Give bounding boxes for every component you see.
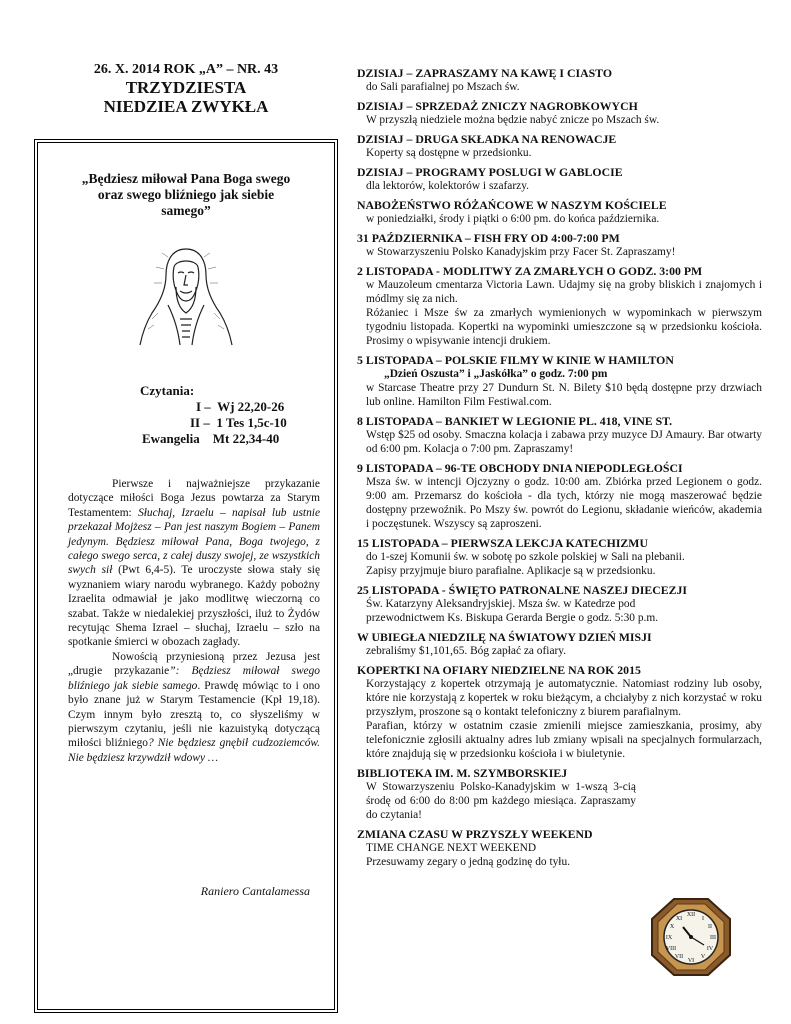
sunday-title-2: NIEDZIEA ZWYKŁA bbox=[103, 97, 269, 116]
announcement-item bbox=[357, 583, 762, 625]
announcement-body bbox=[357, 644, 762, 658]
announcement-item bbox=[357, 663, 762, 761]
announcement-item bbox=[357, 630, 762, 658]
announcement-item bbox=[357, 414, 762, 456]
svg-text:IV: IV bbox=[706, 946, 714, 952]
announcement-line: w Stowarzyszeniu Polsko Kanadyjskim przy Facer St. Zapraszamy! bbox=[366, 246, 676, 258]
announcement-title: 5 LISTOPADA – POLSKIE FILMY W KINIE W HAMILTON bbox=[357, 353, 674, 367]
reading-1: I – Wj 22,20-26 bbox=[196, 399, 285, 414]
announcement-line: w Mauzoleum cmentarza Victoria Lawn. Udajmy się na groby bliskich i znajomych i módlmy się za nich. bbox=[366, 279, 762, 305]
announcement-line: przewodnictwem Ks. Biskupa Gerarda Bergie o godz. 5:30 p.m. bbox=[366, 612, 659, 624]
quote-line: „Będziesz miłował Pana Boga swego bbox=[81, 171, 291, 186]
announcement-item bbox=[357, 231, 762, 259]
announcement-item bbox=[357, 66, 762, 94]
readings-block bbox=[38, 383, 334, 447]
announcement-body bbox=[357, 146, 762, 160]
readings-title: Czytania: bbox=[140, 383, 195, 398]
announcement-title: DZISIAJ – DRUGA SKŁADKA NA RENOWACJE bbox=[357, 132, 617, 146]
announcement-body bbox=[357, 278, 762, 348]
announcement-body bbox=[357, 428, 762, 456]
announcement-title: 31 PAŹDZIERNIKA – FISH FRY OD 4:00-7:00 PM bbox=[357, 231, 620, 245]
announcement-line: Wstęp $25 od osoby. Smaczna kolacja i zabawa przy muzyce DJ Amaury. Bar otwarty od 6:00 pm. Kolacja o 7:00 pm. Zapraszamy! bbox=[366, 429, 762, 455]
announcement-title: BIBLIOTEKA IM. M. SZYMBORSKIEJ bbox=[357, 766, 568, 780]
header-block bbox=[36, 62, 336, 116]
announcements-column bbox=[357, 66, 762, 874]
essay-text: (Pwt 6,4-5). Te uroczyste słowa stały się wyznaniem wiary narodu wybranego. Każdy pobożny Izraelita odmawiał je jako modlitwę wieczorną co szabat. Także w niedalekiej przyszłości, iluż to Żydów recytując Shema Izrael – słuchaj, Izraelu – szło na spotkanie śmierci w obozach zagłady. bbox=[68, 564, 321, 649]
announcement-title: 8 LISTOPADA – BANKIET W LEGIONIE PL. 418, VINE ST. bbox=[357, 414, 673, 428]
announcement-line: w Starcase Theatre przy 27 Dundurn St. N. Bilety $10 będą dostępne przy drzwiach lub online. Hamilton Film Festiwal.com. bbox=[366, 382, 762, 408]
announcement-title: DZISIAJ – ZAPRASZAMY NA KAWĘ I CIASTO bbox=[357, 66, 612, 80]
announcement-title: DZISIAJ – PROGRAMY POSLUGI W GABLOCIE bbox=[357, 165, 623, 179]
announcement-line: zebraliśmy $1,101,65. Bóg zapłać za ofiary. bbox=[366, 645, 567, 657]
announcement-line: dla lektorów, kolektorów i szafarzy. bbox=[366, 180, 529, 192]
essay-quote: ? Nie będziesz gnębił cudzoziemców. Nie będziesz krzywdził wdowy … bbox=[68, 737, 320, 764]
announcement-line: Przesuwamy zegary o jedną godzinę do tyłu. bbox=[366, 856, 571, 868]
announcement-body bbox=[357, 475, 762, 531]
announcement-item bbox=[357, 132, 762, 160]
announcement-item bbox=[357, 264, 762, 348]
svg-text:VI: VI bbox=[687, 958, 695, 964]
svg-text:VIII: VIII bbox=[665, 946, 677, 952]
announcement-line: „Dzień Oszusta” i „Jaskółka” o godz. 7:00 pm bbox=[384, 368, 608, 380]
clock-icon bbox=[650, 897, 732, 977]
announcement-item bbox=[357, 461, 762, 531]
announcement-line: Różaniec i Msze św za zmarłych wymienionych w wypominkach w pierwszym tygodniu listopada. Kopertki na wypominki umieszczone są w przedsionku kościoła. Prosimy o wpisywanie intencji drukiem. bbox=[366, 307, 762, 347]
essay-text: . Prawdę mówiąc to i ono było znane już w Starym Testamencie (Kpł 19,18). Czym innym było zresztą to, co słyszeliśmy w pierwszym czytaniu, jeśli nie kazuistyką dotyczącą miłości bliźniego bbox=[68, 679, 320, 750]
announcement-line: W przyszłą niedziele można będzie nabyć znicze po Mszach św. bbox=[366, 114, 660, 126]
essay-paragraph bbox=[68, 477, 320, 650]
essay-text: Pierwsze i najważniejsze przykazanie dotyczące miłości Boga Jezus powtarza za Starym Testamentem: bbox=[68, 478, 320, 519]
sunday-title-1: TRZYDZIESTA bbox=[125, 78, 247, 97]
announcement-title: KOPERTKI NA OFIARY NIEDZIELNE NA ROK 2015 bbox=[357, 663, 641, 677]
essay-quote: Słuchaj, Izraelu – napisał lub ustnie przekazał Mojżesz – Pan jest naszym Bogiem – Panem jedynym. Będziesz miłował Pana, Boga twojego, z całego swego serca, z całej duszy swojej, ze wszystkich swych sił bbox=[68, 506, 320, 577]
svg-text:V: V bbox=[700, 954, 706, 960]
svg-text:I: I bbox=[702, 916, 704, 922]
quote-line: samego” bbox=[161, 203, 211, 218]
announcement-line: Św. Katarzyny Aleksandryjskiej. Msza św. w Katedrze pod bbox=[366, 598, 636, 610]
announcement-item bbox=[357, 353, 762, 409]
svg-text:XII: XII bbox=[686, 912, 696, 918]
announcement-body bbox=[357, 179, 762, 193]
announcement-item bbox=[357, 165, 762, 193]
gospel-quote bbox=[60, 171, 312, 219]
svg-text:VII: VII bbox=[674, 954, 684, 960]
announcement-body bbox=[357, 677, 762, 761]
announcement-line: Koperty są dostępne w przedsionku. bbox=[366, 147, 532, 159]
announcement-line: Zapisy przyjmuje biuro parafialne. Aplikacje są w przedsionku. bbox=[366, 565, 656, 577]
quote-line: oraz swego bliźniego jak siebie bbox=[97, 187, 275, 202]
announcement-body bbox=[357, 550, 762, 578]
essay-paragraph bbox=[68, 650, 320, 765]
announcement-title: 9 LISTOPADA – 96-TE OBCHODY DNIA NIEPODLEGŁOŚCI bbox=[357, 461, 683, 475]
reading-2: II – 1 Tes 1,5c-10 bbox=[190, 415, 287, 430]
announcement-body bbox=[357, 212, 762, 226]
announcement-title: DZISIAJ – SPRZEDAŻ ZNICZY NAGROBKOWYCH bbox=[357, 99, 638, 113]
announcement-line: w poniedziałki, środy i piątki o 6:00 pm. do końca października. bbox=[366, 213, 660, 225]
author-signature: Raniero Cantalamessa bbox=[200, 884, 310, 898]
announcement-body bbox=[357, 841, 762, 869]
announcement-body bbox=[357, 367, 762, 409]
announcement-item bbox=[357, 198, 762, 226]
announcement-title: 2 LISTOPADA - MODLITWY ZA ZMARŁYCH O GODZ. 3:00 PM bbox=[357, 264, 703, 278]
svg-text:II: II bbox=[708, 924, 712, 930]
announcement-line: do 1-szej Komunii św. w sobotę po szkole polskiej w Sali na plebanii. bbox=[366, 551, 685, 563]
announcement-item bbox=[357, 827, 762, 869]
svg-text:IX: IX bbox=[665, 935, 673, 941]
announcement-title: ZMIANA CZASU W PRZYSZŁY WEEKEND bbox=[357, 827, 593, 841]
announcement-line: W Stowarzyszeniu Polsko-Kanadyjskim w 1-wszą 3-cią środę od 6:00 do 8:00 pm każdego miesiąca. Zapraszamy do czytania! bbox=[366, 781, 636, 821]
essay-quote: ”: Będziesz miłował swego bliźniego jak siebie samego bbox=[68, 665, 320, 692]
announcement-item bbox=[357, 536, 762, 578]
announcement-body bbox=[357, 80, 762, 94]
announcement-title: 25 LISTOPADA - ŚWIĘTO PATRONALNE NASZEJ DIECEZJI bbox=[357, 583, 687, 597]
announcement-line: TIME CHANGE NEXT WEEKEND bbox=[366, 842, 537, 854]
reflection-box bbox=[37, 142, 335, 1010]
announcement-item bbox=[357, 99, 762, 127]
announcement-body bbox=[357, 245, 762, 259]
svg-text:XI: XI bbox=[675, 916, 683, 922]
essay-text: Nowością przyniesioną przez Jezusa jest „drugie przykazanie bbox=[68, 650, 320, 678]
announcement-body bbox=[357, 113, 762, 127]
announcement-line: Msza św. w intencji Ojczyzny o godz. 10:00 am. Zbiórka przed Legionem o godz. 9:00 am. Przemarsz do kościoła - dla tych, którzy nie mogą maszerować będzie dostępny przewoźnik. Po Mszy św. powrót do Legionu, składanie wieńców, akademia i poczęstunek. Wszyscy są zaproszeni. bbox=[366, 476, 762, 530]
announcement-title: 15 LISTOPADA – PIERWSZA LEKCJA KATECHIZMU bbox=[357, 536, 648, 550]
reflection-text bbox=[68, 477, 320, 765]
announcement-title: W UBIEGŁA NIEDZILĘ NA ŚWIATOWY DZIEŃ MISJI bbox=[357, 630, 652, 644]
svg-text:X: X bbox=[669, 924, 675, 930]
announcement-line: Parafian, którzy w ostatnim czasie zmienili miejsce zamieszkania, prosimy, aby telefonicznie zgłosili aktualny adres lub zmiany wpisali na specjalnych formularzach, które znajdują się w przedsionku kościoła i w biuletynie. bbox=[366, 720, 762, 760]
jesus-illustration bbox=[138, 243, 234, 347]
reading-gospel: Ewangelia Mt 22,34-40 bbox=[142, 431, 280, 446]
announcement-body bbox=[357, 780, 636, 822]
svg-text:III: III bbox=[710, 935, 716, 941]
announcement-item bbox=[357, 766, 762, 822]
announcement-line: do Sali parafialnej po Mszach św. bbox=[366, 81, 520, 93]
announcement-title: NABOŻEŃSTWO RÓŻAŃCOWE W NASZYM KOŚCIELE bbox=[357, 198, 667, 212]
announcement-body bbox=[357, 597, 762, 625]
announcement-line: Korzystający z kopertek otrzymają je automatycznie. Natomiast rodziny lub osoby, które nie korzystają z kopertek w roku bieżącym, a chciałyby z nich korzystać w roku przyszłym, proszone są o kontakt telefoniczny z biurem parafialnym. bbox=[366, 678, 762, 718]
issue-date: 26. X. 2014 ROK „A” – NR. 43 bbox=[93, 62, 279, 77]
